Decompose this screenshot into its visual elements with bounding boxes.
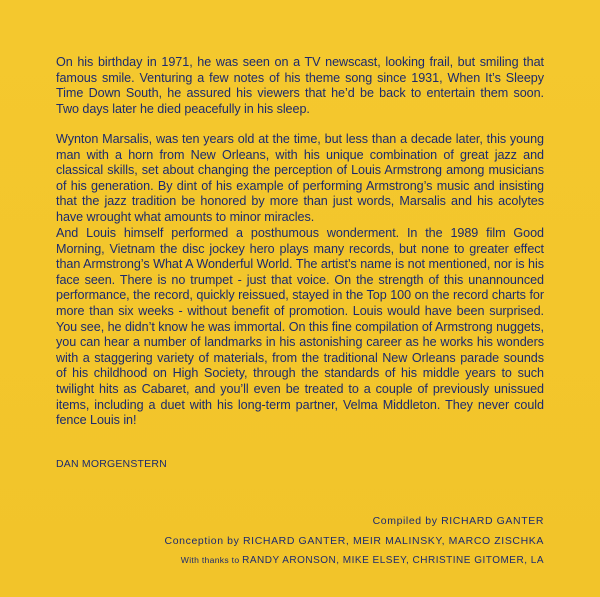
paragraph-posthumous-wonderment: And Louis himself performed a posthumous wonderment. In the 1989 film Good Morning, Vietnam the disc jockey hero plays many records, but none to greater effect than Armstrong’s What A Wonderful World. The artist’s name is not mentioned, nor is his face seen. There is no trumpet - just that voice. On the strength of this unannounced performance, the record, quickly reissued, stayed in the Top 100 on the record charts for more than six weeks - without benefit of promotion. Louis would have been surprised. You see, he didn’t know he was immortal. On this fine compilation of Armstrong nuggets, you can hear a number of landmarks in his astonishing career as he works his wonders with a staggering variety of materials, from the traditional New Orleans parade sounds of his childhood on High Society, through the standards of his middle years to such twilight hits as Cabaret, and you’ll even be treated to a couple of previously unissued items, including a duet with his long-term partner, Velma Middleton. They never could fence Louis in!	[56, 226, 544, 428]
credit-conception-names: RICHARD GANTER, MEIR MALINSKY, MARCO ZISCHKA	[243, 535, 544, 547]
credit-conception-by	[165, 535, 544, 547]
credit-with-thanks	[181, 555, 544, 566]
credit-conception-label: Conception by	[164, 535, 240, 547]
credit-thanks-label: With thanks to	[180, 555, 240, 565]
credit-compiled-label: Compiled by	[372, 515, 438, 527]
credit-compiled-by	[373, 515, 544, 527]
paragraph-wynton-marsalis: Wynton Marsalis, was ten years old at the time, but less than a decade later, this young man with a horn from New Orleans, with his unique combination of great jazz and classical skills, set about changing the perception of Louis Armstrong among musicians of his generation. By dint of his example of performing Armstrong’s music and insisting that the jazz tradition be honored by more than just words, Marsalis and his acolytes have wrought what amounts to minor miracles.	[56, 132, 544, 224]
credit-compiled-names: RICHARD GANTER	[441, 515, 544, 527]
credit-thanks-names: RANDY ARONSON, MIKE ELSEY, CHRISTINE GITOMER, LA	[242, 555, 544, 566]
author-signature: DAN MORGENSTERN	[56, 458, 167, 470]
paragraph-birthday-1971: On his birthday in 1971, he was seen on a TV newscast, looking frail, but smiling that famous smile. Venturing a few notes of his theme song since 1931, When It’s Sleepy Time Down South, he assured his viewers that he’d be back to entertain them soon. Two days later he died peacefully in his sleep.	[56, 55, 544, 116]
